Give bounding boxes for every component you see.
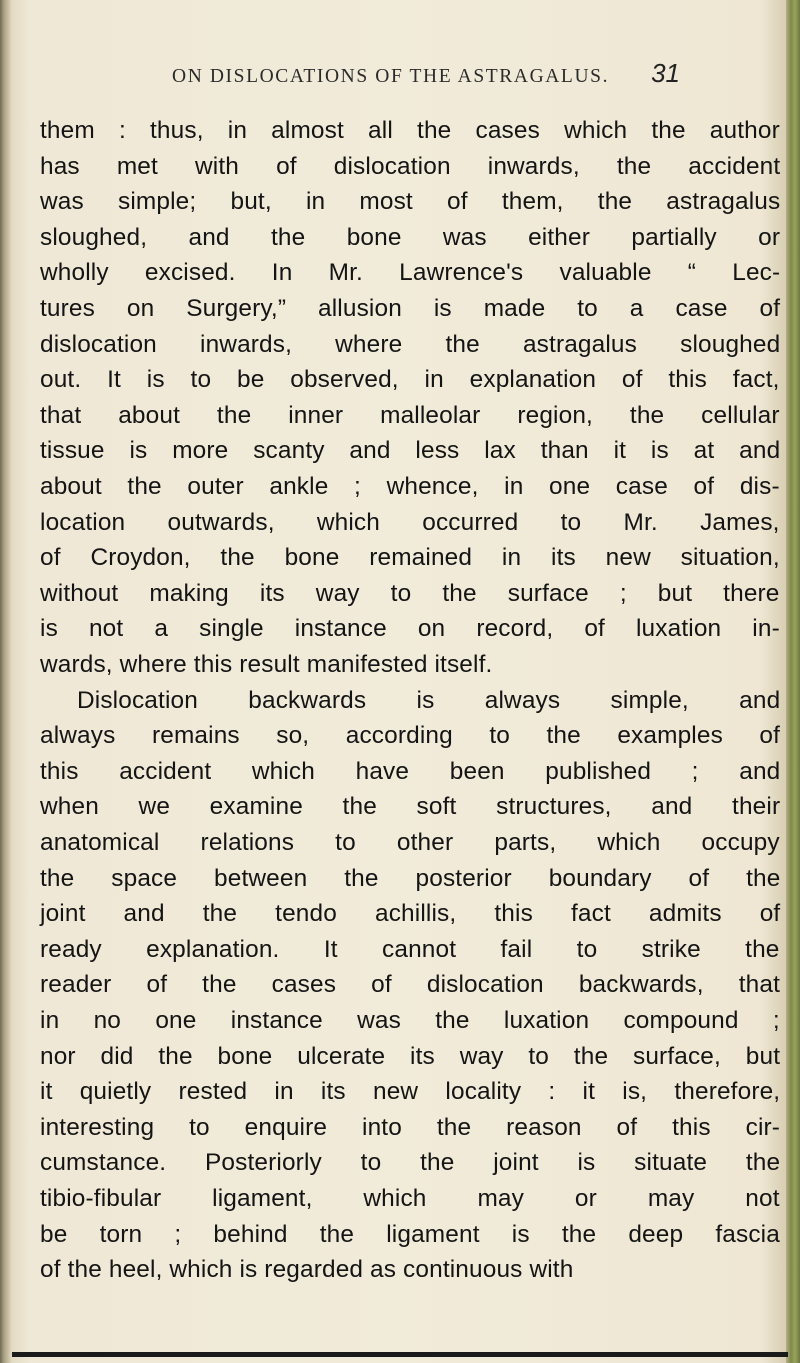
text-line: in no one instance was the luxation compound ; xyxy=(40,1007,780,1034)
text-line: of Croydon, the bone remained in its new situation, xyxy=(40,544,780,572)
running-header xyxy=(140,58,680,98)
text-line: cumstance. Posteriorly to the joint is situate the xyxy=(40,1149,781,1177)
text-line: the space between the posterior boundary of the xyxy=(40,864,781,892)
text-line: of the heel, which is regarded as continuous with xyxy=(40,1256,574,1284)
text-line: sloughed, and the bone was either partially or xyxy=(40,223,781,251)
text-line: Dislocation backwards is always simple, and xyxy=(77,686,781,714)
text-line: wholly excised. In Mr. Lawrence's valuable “ Lec- xyxy=(40,259,781,287)
text-line: this accident which have been published ; and xyxy=(40,757,781,785)
text-line: them : thus, in almost all the cases which the author xyxy=(40,117,780,144)
text-line: about the outer ankle ; whence, in one case of dis- xyxy=(40,473,780,500)
text-line: is not a single instance on record, of luxation in- xyxy=(40,615,780,643)
text-line: has met with of dislocation inwards, the accident xyxy=(40,152,781,180)
text-line: tibio-fibular ligament, which may or may not xyxy=(40,1185,780,1212)
text-line: joint and the tendo achillis, this fact admits of xyxy=(40,900,781,928)
text-line: anatomical relations to other parts, which occupy xyxy=(40,829,780,856)
bottom-edge-rule xyxy=(12,1352,788,1357)
text-line: reader of the cases of dislocation backwards, that xyxy=(40,971,781,999)
text-line: without making its way to the surface ; but there xyxy=(40,579,780,607)
text-line: that about the inner malleolar region, the cellular xyxy=(40,401,780,429)
text-line: location outwards, which occurred to Mr. James, xyxy=(40,508,780,536)
text-line: tures on Surgery,” allusion is made to a case of xyxy=(40,295,781,322)
page-left-edge-shadow xyxy=(0,0,12,1363)
text-line: nor did the bone ulcerate its way to the surface, but xyxy=(40,1042,781,1070)
page-right-edge-binding xyxy=(786,0,800,1363)
text-line: wards, where this result manifested itself. xyxy=(40,651,493,678)
text-line: was simple; but, in most of them, the astragalus xyxy=(40,188,781,216)
text-line: always remains so, according to the examples of xyxy=(40,722,781,750)
text-line: tissue is more scanty and less lax than it is at and xyxy=(40,437,781,465)
text-line: it quietly rested in its new locality : it is, therefore, xyxy=(40,1078,781,1106)
text-line: when we examine the soft structures, and their xyxy=(40,793,781,821)
text-line: dislocation inwards, where the astragalus sloughed xyxy=(40,330,781,358)
text-line: ready explanation. It cannot fail to strike the xyxy=(40,935,780,963)
page-number: 31 xyxy=(651,58,680,88)
text-line: interesting to enquire into the reason of this cir- xyxy=(40,1113,781,1141)
running-title: ON DISLOCATIONS OF THE ASTRAGALUS. xyxy=(172,66,610,87)
text-line: out. It is to be observed, in explanation of this fact, xyxy=(40,366,780,394)
text-line: be torn ; behind the ligament is the deep fascia xyxy=(40,1220,780,1248)
